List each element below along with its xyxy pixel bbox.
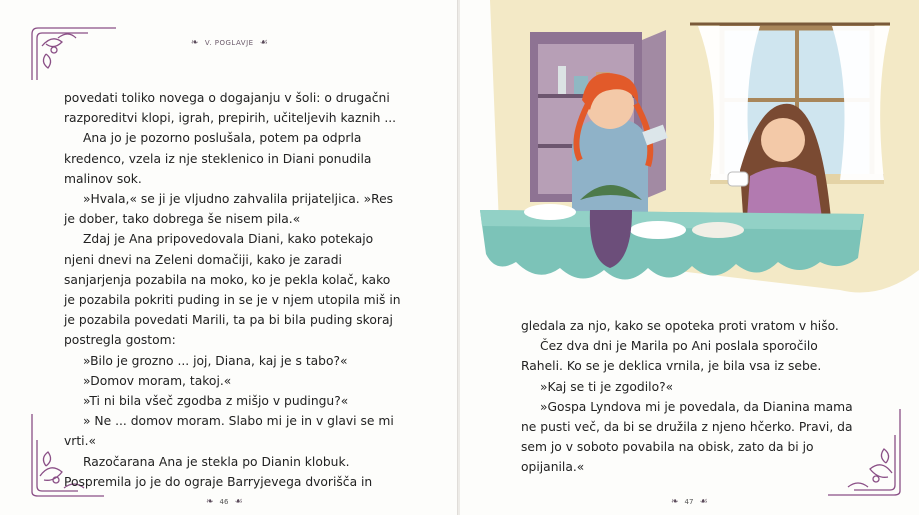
running-header	[0, 38, 459, 48]
paragraph: »Gospa Lyndova mi je povedala, da Dianina mama ne pusti več, da bi se družila z njeno hčerko. Pravi, da sem jo v soboto povabila na obisk, zato da bi jo opijanila.«	[521, 399, 853, 475]
paragraph: »Bilo je grozno ... joj, Diana, kaj je s tabo?«	[83, 353, 348, 368]
illustration	[460, 0, 919, 312]
paragraph: Razočarana Ana je stekla po Dianin klobuk. Pospremila jo je do ograje Barryjevega dvorišča in	[64, 454, 373, 489]
folio-ornament-right-icon: ☙	[234, 497, 243, 507]
page-number-right: ❧ 47 ☙	[671, 497, 708, 507]
left-page	[0, 0, 459, 515]
folio-ornament-left-icon: ❧	[671, 497, 679, 507]
paragraph: Zdaj je Ana pripovedovala Diani, kako potekajo njeni dnevi na Zeleni domačiji, kako je zaradi sanjarjenja pozabila na moko, ko je pekla kolač, kako je pozabila pokriti puding in se je v njem utopila miš in je pozabila povedati Marili, ta pa bi bila puding skoraj postregla gostom:	[64, 232, 401, 348]
paragraph: »Ti ni bila všeč zgodba z mišjo v pudingu?«	[83, 394, 349, 409]
header-title: V. POGLAVJE	[204, 39, 254, 47]
paragraph: » Ne ... domov moram. Slabo mi je in v glavi se mi vrti.«	[64, 414, 394, 449]
right-page	[460, 0, 919, 515]
folio-ornament-right-icon: ☙	[699, 497, 708, 507]
paragraph: Ana jo je pozorno poslušala, potem pa odprla kredenco, vzela iz nje steklenico in Diani ponudila malinov sok.	[64, 131, 372, 186]
header-ornament-right-icon: ☙	[259, 38, 269, 48]
header-ornament-left-icon: ❧	[190, 38, 199, 48]
right-page-body	[521, 316, 861, 478]
paragraph: gledala za njo, kako se opoteka proti vratom v hišo.	[521, 319, 839, 333]
left-page-body	[64, 88, 402, 492]
paragraph: »Domov moram, takoj.«	[83, 373, 232, 388]
folio-ornament-left-icon: ❧	[206, 497, 214, 507]
page-number-left: ❧ 46 ☙	[206, 497, 243, 507]
paragraph: Čez dva dni je Marila po Ani poslala sporočilo Raheli. Ko se je deklica vrnila, je bila vsa iz sebe.	[521, 339, 822, 374]
paragraph: povedati toliko novega o dogajanju v šoli: o drugačni razporeditvi klopi, igrah, prepirih, učiteljevih kaznih ...	[64, 91, 397, 126]
paragraph: »Kaj se ti je zgodilo?«	[540, 379, 674, 394]
corner-ornament-top-left	[28, 24, 120, 84]
paragraph: »Hvala,« se ji je vljudno zahvalila prijateljica. »Res je dober, tako dobrega še nisem pila.«	[64, 192, 394, 227]
